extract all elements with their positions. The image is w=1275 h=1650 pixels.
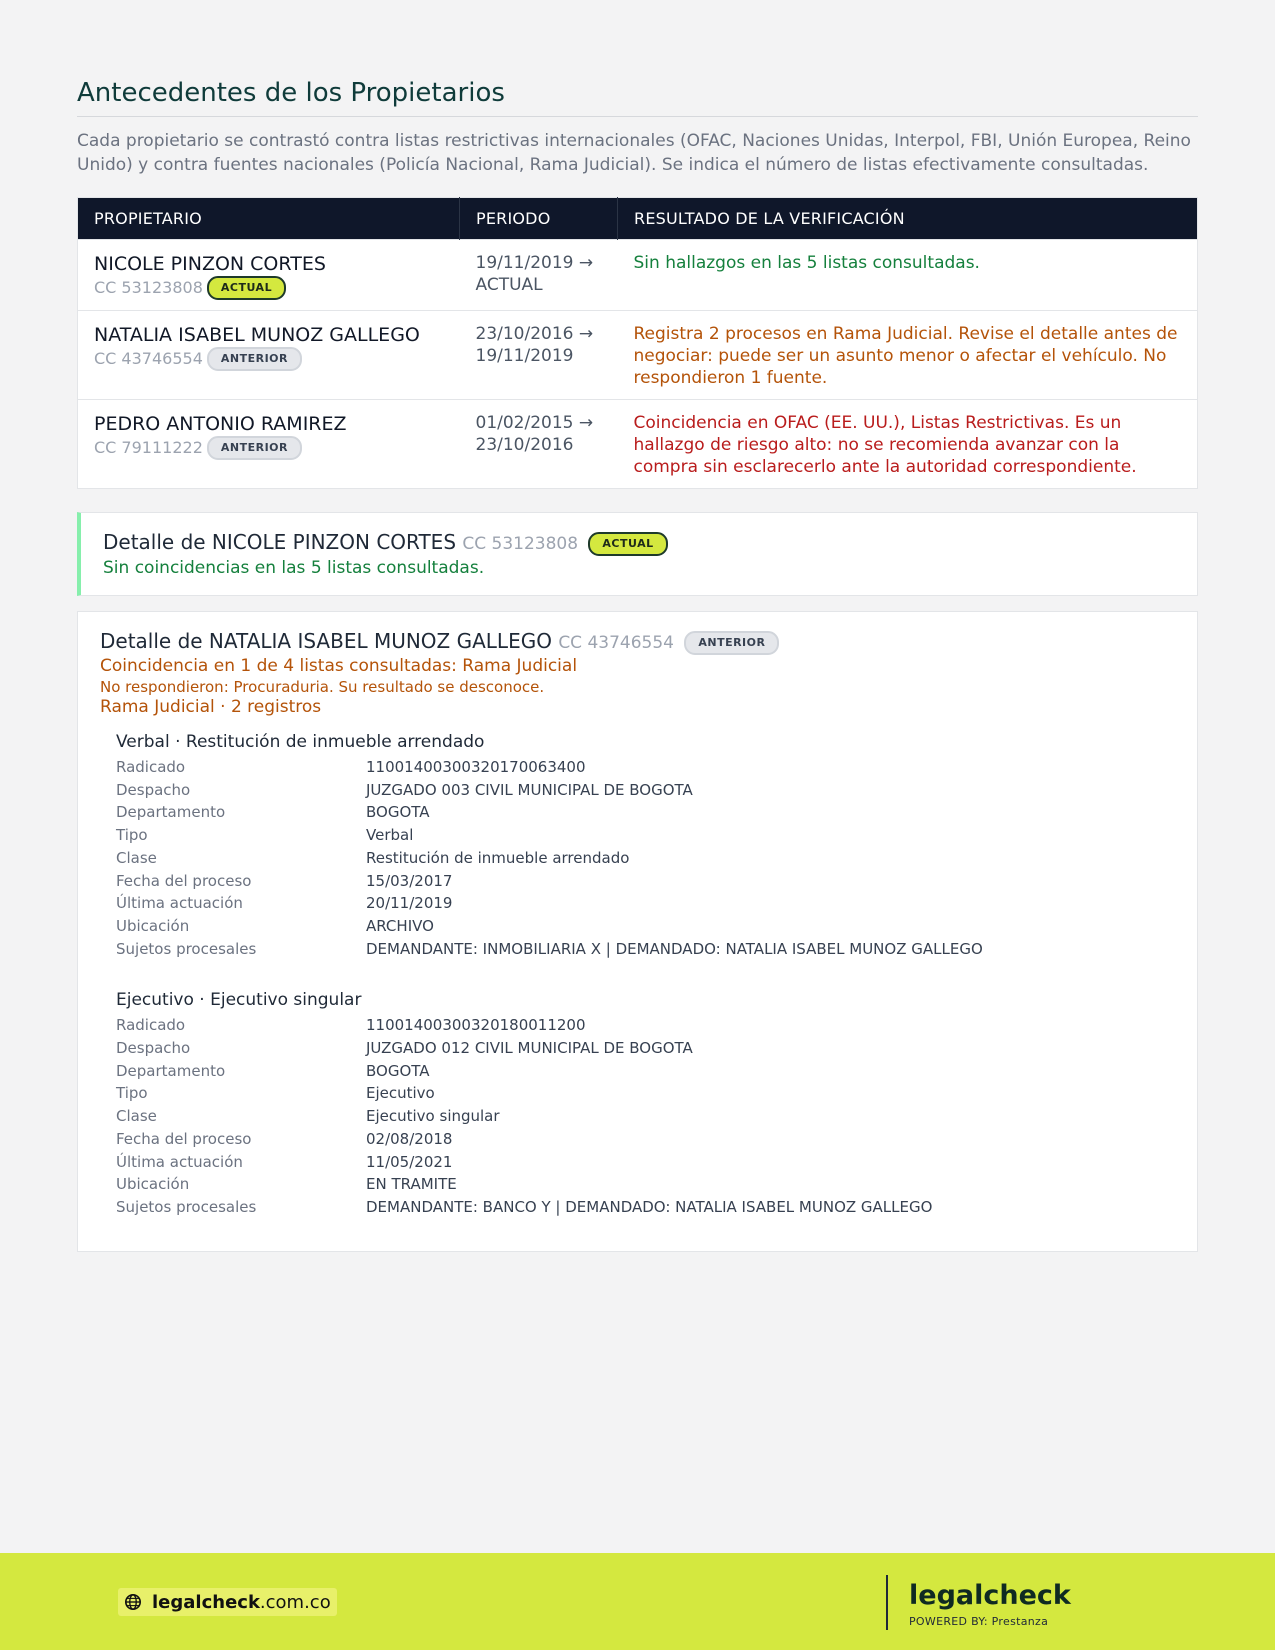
field-value: BOGOTA (366, 803, 430, 822)
period-start: 01/02/2015 → (475, 413, 594, 433)
site-domain-tld: .com.co (259, 1591, 331, 1613)
record-field (116, 1128, 1175, 1151)
col-header-owner: PROPIETARIO (78, 198, 460, 240)
field-label: Ubicación (116, 1175, 190, 1194)
period-end: 19/11/2019 (475, 346, 574, 366)
record-title: Verbal · Restitución de inmueble arrendado (116, 732, 485, 752)
footer-divider (886, 1575, 888, 1630)
field-value: 11001400300320170063400 (366, 758, 586, 776)
field-label: Tipo (116, 826, 148, 845)
record-field (116, 892, 1175, 915)
period-start: 19/11/2019 → (475, 253, 594, 273)
owner-cell (78, 400, 460, 489)
period-end: 23/10/2016 (475, 435, 574, 455)
col-header-result: RESULTADO DE LA VERIFICACIÓN (618, 198, 1198, 240)
brand-powered-by: POWERED BY: Prestanza (909, 1615, 1049, 1628)
owners-background-section (77, 78, 1198, 1252)
owners-table (77, 197, 1198, 489)
field-value: DEMANDANTE: INMOBILIARIA X | DEMANDADO: NATALIA ISABEL MUNOZ GALLEGO (366, 939, 983, 958)
judicial-record (116, 730, 1175, 960)
detail-card-nicole (77, 512, 1198, 596)
record-field (116, 870, 1175, 893)
owner-name: NATALIA ISABEL MUNOZ GALLEGO (94, 324, 420, 346)
site-domain-bold: legalcheck (152, 1591, 260, 1613)
section-intro: Cada propietario se contrastó contra listas restrictivas internacionales (OFAC, Naciones Unidas, Interpol, FBI, Unión Europea, Reino Unido) y contra fuentes nacionales (Policía Nacional, Rama Judicial). Se indica el número de listas efectivamente consultadas. (77, 131, 1191, 175)
detail-owner-name: Detalle de NICOLE PINZON CORTES (103, 530, 457, 554)
detail-summary: Coincidencia en 1 de 4 listas consultadas: Rama Judicial (100, 656, 578, 676)
record-field (116, 779, 1175, 802)
field-value: EN TRAMITE (366, 1175, 457, 1194)
field-value: Restitución de inmueble arrendado (366, 848, 630, 867)
field-label: Fecha del proceso (116, 871, 252, 890)
record-field (116, 801, 1175, 824)
record-field (116, 1173, 1175, 1196)
field-label: Departamento (116, 1061, 226, 1080)
field-value: 11001400300320180011200 (366, 1016, 586, 1035)
owner-cell (78, 240, 460, 311)
status-badge: ANTERIOR (207, 436, 302, 460)
record-field (116, 1082, 1175, 1105)
owner-cc: CC 43746554 (94, 349, 203, 368)
status-badge: ACTUAL (207, 276, 286, 300)
brand-name: legalcheck (909, 1580, 1071, 1611)
field-value: DEMANDANTE: BANCO Y | DEMANDADO: NATALIA ISABEL MUNOZ GALLEGO (366, 1197, 933, 1216)
status-badge: ANTERIOR (684, 631, 779, 655)
detail-title (100, 628, 1175, 656)
detail-card-natalia (77, 611, 1198, 1252)
owner-cc: CC 53123808 (94, 278, 203, 297)
site-link[interactable] (118, 1588, 337, 1616)
owner-name: PEDRO ANTONIO RAMIREZ (94, 413, 347, 435)
globe-icon (124, 1593, 142, 1611)
field-label: Tipo (116, 1084, 148, 1103)
result-cell: Sin hallazgos en las 5 listas consultadas. (618, 240, 1198, 311)
field-value: 02/08/2018 (366, 1129, 453, 1148)
field-label: Fecha del proceso (116, 1129, 252, 1148)
owner-cell (78, 311, 460, 400)
field-label: Despacho (116, 780, 191, 799)
record-field (116, 915, 1175, 938)
field-value: BOGOTA (366, 1061, 430, 1080)
table-row (78, 400, 1198, 489)
brand-logo (909, 1581, 1071, 1628)
detail-owner-cc: CC 43746554 (558, 633, 674, 653)
detail-title (103, 529, 1175, 557)
field-label: Radicado (116, 758, 186, 776)
field-value: Ejecutivo (366, 1084, 435, 1103)
record-field (116, 938, 1175, 961)
record-field (116, 1060, 1175, 1083)
record-field (116, 1037, 1175, 1060)
judicial-record (116, 988, 1175, 1218)
field-value: ARCHIVO (366, 916, 434, 935)
table-row (78, 240, 1198, 311)
field-label: Clase (116, 848, 157, 867)
period-cell (460, 400, 618, 489)
field-label: Sujetos procesales (116, 939, 257, 958)
detail-owner-cc: CC 53123808 (462, 534, 579, 554)
field-label: Clase (116, 1107, 157, 1126)
status-badge: ACTUAL (588, 532, 667, 556)
record-field (116, 824, 1175, 847)
owner-name: NICOLE PINZON CORTES (94, 253, 326, 275)
field-label: Ubicación (116, 916, 190, 935)
result-cell: Coincidencia en OFAC (EE. UU.), Listas Restrictivas. Es un hallazgo de riesgo alto: no se recomienda avanzar con la compra sin esclarecerlo ante la autoridad correspondiente. (618, 400, 1198, 489)
detail-summary: Sin coincidencias en las 5 listas consultadas. (103, 558, 485, 578)
page-footer (0, 1553, 1275, 1650)
record-field (116, 1014, 1175, 1037)
field-label: Última actuación (116, 894, 243, 913)
field-label: Sujetos procesales (116, 1197, 257, 1216)
record-field (116, 847, 1175, 870)
field-value: 20/11/2019 (366, 894, 453, 913)
field-label: Radicado (116, 1016, 186, 1035)
detail-owner-name: Detalle de NATALIA ISABEL MUNOZ GALLEGO (100, 629, 552, 653)
period-end: ACTUAL (475, 275, 543, 295)
field-label: Última actuación (116, 1152, 243, 1171)
record-field (116, 756, 1175, 779)
record-field (116, 1151, 1175, 1174)
field-value: JUZGADO 003 CIVIL MUNICIPAL DE BOGOTA (366, 780, 693, 799)
record-title: Ejecutivo · Ejecutivo singular (116, 990, 362, 1011)
record-field (116, 1105, 1175, 1128)
no-response-note: No respondieron: Procuraduria. Su resultado se desconoce. (100, 678, 545, 696)
section-title: Antecedentes de los Propietarios (77, 78, 1198, 117)
period-cell (460, 240, 618, 311)
field-value: 15/03/2017 (366, 871, 453, 890)
period-cell (460, 311, 618, 400)
record-field (116, 1196, 1175, 1219)
period-start: 23/10/2016 → (475, 324, 594, 344)
field-value: 11/05/2021 (366, 1152, 453, 1171)
owners-table-header (78, 198, 1198, 240)
field-value: Ejecutivo singular (366, 1107, 500, 1126)
owner-cc: CC 79111222 (94, 438, 203, 457)
field-label: Departamento (116, 803, 226, 822)
field-label: Despacho (116, 1039, 191, 1058)
result-cell: Registra 2 procesos en Rama Judicial. Revise el detalle antes de negociar: puede ser un asunto menor o afectar el vehículo. No respondieron 1 fuente. (618, 311, 1198, 400)
col-header-period: PERIODO (460, 198, 618, 240)
status-badge: ANTERIOR (207, 347, 302, 371)
field-value: JUZGADO 012 CIVIL MUNICIPAL DE BOGOTA (366, 1039, 693, 1058)
source-count: Rama Judicial · 2 registros (100, 697, 322, 717)
field-value: Verbal (366, 826, 414, 845)
table-row (78, 311, 1198, 400)
